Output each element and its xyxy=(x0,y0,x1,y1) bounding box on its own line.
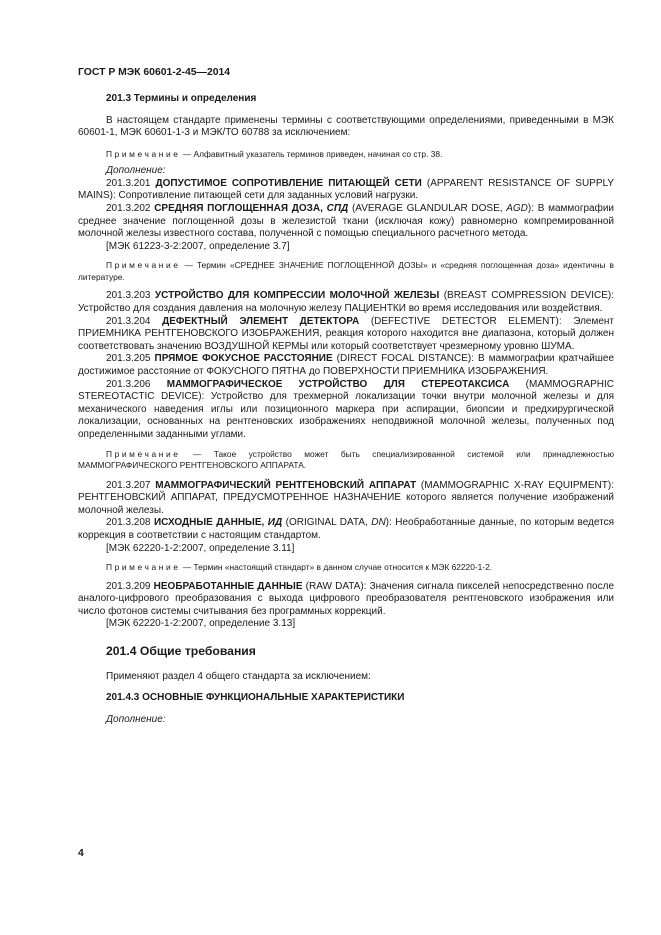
term-201-3-206 xyxy=(78,379,614,442)
term-definition: (DEFECTIVE DETECTOR ELEMENT): Элемент ПРИЕМНИКА РЕНТГЕНОВСКОГО ИЗОБРАЖЕНИЯ, реакция которого находится вне диапазона, который должен соответствовать значению ВОЗДУШНОЙ КЕРМЫ или который соответствует чрезмерному уровню ШУМА. xyxy=(78,315,615,352)
term-definition: (RAW DATA): Значения сигнала пикселей непосредственно после аналого-цифрового преобразования с выхода цифрового преобразователя рентгеновского изображения или число фотонов системы считывания без программных коррекций. xyxy=(78,580,615,617)
note-4 xyxy=(78,562,614,574)
term-201-3-201 xyxy=(78,178,614,203)
section-201-3-title: 201.3 Термины и определения xyxy=(106,93,257,104)
note-3 xyxy=(78,449,614,472)
term-name: НЕОБРАБОТАННЫЕ ДАННЫЕ xyxy=(153,580,303,592)
term-definition-part: ): Необработанные данные, по которым ведется коррекция в соответствии с настоящим стандартом. xyxy=(78,517,615,541)
term-201-3-202 xyxy=(78,203,614,241)
term-definition-part: (ORIGINAL DATA, xyxy=(282,517,372,529)
term-name: ДЕФЕКТНЫЙ ЭЛЕМЕНТ ДЕТЕКТОРА xyxy=(162,315,360,327)
term-201-3-204 xyxy=(78,316,614,354)
note-label: Примечание xyxy=(106,448,181,459)
term-name: ПРЯМОЕ ФОКУСНОЕ РАССТОЯНИЕ xyxy=(154,353,333,365)
subsection-201-4-3-title: 201.4.3 ОСНОВНЫЕ ФУНКЦИОНАЛЬНЫЕ ХАРАКТЕРИСТИКИ xyxy=(106,692,405,704)
term-reference: [МЭК 61223-3-2:2007, определение 3.7] xyxy=(106,240,290,252)
term-name: МАММОГРАФИЧЕСКОЕ УСТРОЙСТВО ДЛЯ СТЕРЕОТАКСИСА xyxy=(166,378,510,390)
term-number: 201.3.204 xyxy=(106,315,163,327)
section-201-4-intro: Применяют раздел 4 общего стандарта за исключением: xyxy=(106,670,371,682)
section-201-4-title: 201.4 Общие требования xyxy=(106,644,256,658)
note-text: — Такое устройство может быть специализированной системой или принадлежностью МАММОГРАФИЧЕСКОГО РЕНТГЕНОВСКОГО АППАРАТА. xyxy=(78,448,614,471)
term-number: 201.3.206 xyxy=(106,378,167,390)
term-definition-part: (AVERAGE GLANDULAR DOSE, xyxy=(348,203,507,215)
page-number: 4 xyxy=(78,848,84,859)
term-name: МАММОГРАФИЧЕСКИЙ РЕНТГЕНОВСКИЙ АППАРАТ xyxy=(155,479,417,491)
term-definition: (MAMMOGRAPHIC X-RAY EQUIPMENT): РЕНТГЕНОВСКИЙ АППАРАТ, ПРЕДУСМОТРЕННОЕ НАЗНАЧЕНИЕ которого является получение изображений молочной железы. xyxy=(78,479,614,516)
term-abbreviation: СПД xyxy=(326,203,349,215)
term-definition: (BREAST COMPRESSION DEVICE): Устройство для создания давления на молочную железу ПАЦИЕНТКИ во время исследования или воздействия. xyxy=(78,290,615,315)
term-abbreviation-en: DN xyxy=(371,517,386,529)
term-201-3-208 xyxy=(78,517,614,542)
note-text: — Термин «настоящий стандарт» в данном случае относится к МЭК 62220-1-2. xyxy=(180,562,493,573)
term-name: СРЕДНЯЯ ПОГЛОЩЕННАЯ ДОЗА, xyxy=(154,203,327,215)
term-201-3-205 xyxy=(78,353,614,378)
term-number: 201.3.203 xyxy=(106,290,155,302)
page-body xyxy=(78,93,614,726)
term-reference: [МЭК 62220-1-2:2007, определение 3.13] xyxy=(106,618,296,630)
note-text: — Термин «СРЕДНЕЕ ЗНАЧЕНИЕ ПОГЛОЩЕННОЙ ДОЗЫ» и «средняя поглощенная доза» идентичны в литературе. xyxy=(78,260,614,282)
term-definition-part: ): В маммографии среднее значение поглощенной дозы в железистой ткани (исключая кожу) равномерно компремированной молочной железы известного состава, полученной с помощью специального расчетного метода. xyxy=(78,203,614,240)
term-abbreviation-en: AGD xyxy=(506,203,528,215)
addition-label: Дополнение: xyxy=(106,713,166,725)
note-1 xyxy=(78,149,614,161)
term-number: 201.3.209 xyxy=(106,580,154,592)
term-definition: (APPARENT RESISTANCE OF SUPPLY MAINS): Сопротивление питающей сети для заданных условий нагрузки. xyxy=(78,177,614,202)
term-number: 201.3.208 xyxy=(106,517,154,529)
term-201-3-203 xyxy=(78,290,614,315)
term-definition: (MAMMOGRAPHIC STEREOTACTIC DEVICE): Устройство для трехмерной локализации точки внутри молочной железы и для механического наведения иглы или позиционного маркера при аспирации, биопсии и предхирургической локализации, основанных на рентгеновских изображениях неподвижной молочной железы, полученных под определенными заданными углами. xyxy=(78,378,615,440)
note-text: — Алфавитный указатель терминов приведен, начиная со стр. 38. xyxy=(180,148,443,159)
term-number: 201.3.207 xyxy=(106,479,156,491)
note-label: Примечание xyxy=(106,148,181,159)
term-name: ДОПУСТИМОЕ СОПРОТИВЛЕНИЕ ПИТАЮЩЕЙ СЕТИ xyxy=(155,177,422,189)
note-label: Примечание xyxy=(106,562,181,573)
section-201-3-intro: В настоящем стандарте применены термины с соответствующими определениями, приведенными в МЭК 60601-1, МЭК 60601-1-3 и МЭК/ТО 60788 за исключением: xyxy=(78,114,614,139)
addition-label: Дополнение: xyxy=(106,165,166,177)
term-abbreviation: ИД xyxy=(267,517,283,529)
term-201-3-207 xyxy=(78,480,614,518)
note-label: Примечание xyxy=(106,260,181,271)
term-number: 201.3.202 xyxy=(106,203,155,215)
term-definition: (DIRECT FOCAL DISTANCE): В маммографии кратчайшее достижимое расстояние от ФОКУСНОГО ПЯТНА до ПОВЕРХНОСТИ ПРИЕМНИКА ИЗОБРАЖЕНИЯ. xyxy=(78,353,615,377)
term-name: УСТРОЙСТВО ДЛЯ КОМПРЕССИИ МОЛОЧНОЙ ЖЕЛЕЗЫ xyxy=(154,290,440,302)
term-number: 201.3.205 xyxy=(106,353,155,365)
note-2 xyxy=(78,260,614,283)
term-reference: [МЭК 62220-1-2:2007, определение 3.11] xyxy=(106,542,295,554)
term-name: ИСХОДНЫЕ ДАННЫЕ, xyxy=(153,517,268,529)
term-number: 201.3.201 xyxy=(106,177,156,189)
document-header: ГОСТ Р МЭК 60601-2-45—2014 xyxy=(78,67,231,78)
term-201-3-209 xyxy=(78,581,614,619)
